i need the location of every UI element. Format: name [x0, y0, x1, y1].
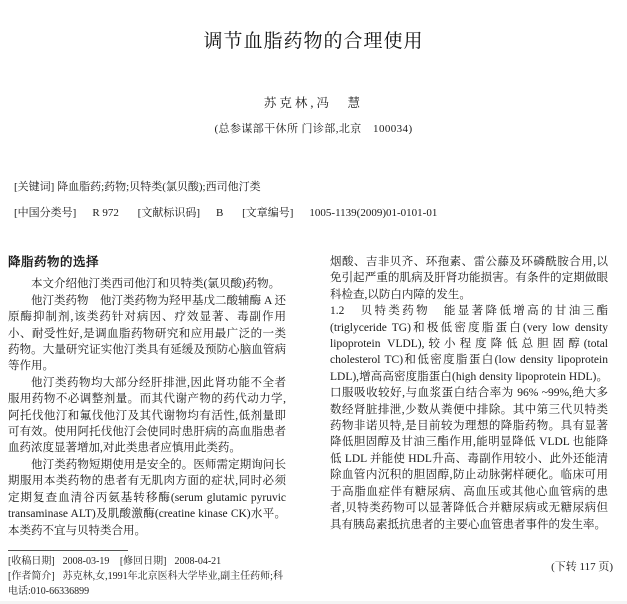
- body-columns: [0, 254, 627, 554]
- article-no-value: 1005-1139(2009)01-0101-01: [309, 207, 438, 219]
- keywords-label: [关键词]: [14, 181, 55, 193]
- received-label: [收稿日期]: [8, 556, 55, 567]
- paragraph: 他汀类药物短期使用是安全的。医师需定期询问长期服用本类药物的患者有无肌肉方面的症状,同时必须定期复查血清谷丙氨基转移酶(serum glutamic pyruvic transaminase ALT)及肌酸激酶(creatine kinase CK)水平。本类药不宜与贝特类合用。: [8, 458, 286, 537]
- author-list: 苏克林,冯 慧: [263, 96, 364, 110]
- classification-line: [14, 202, 627, 224]
- continuation-note: (下转 117 页): [551, 561, 613, 573]
- contact-partial: 电话:010-66336899: [8, 586, 90, 597]
- article-no-label: [文章编号]: [242, 207, 294, 219]
- doc-id-value: B: [216, 207, 224, 219]
- paragraph: 烟酸、吉非贝齐、环孢素、雷公藤及环磷酰胺合用,以免引起严重的肌病及肝肾功能损害。有条件的定期做眼科检查,以防白内障的发生。: [330, 256, 608, 301]
- revised-label: [修回日期]: [119, 556, 167, 567]
- keywords-value: 降血脂药;药物;贝特类(氯贝酸);西司他汀类: [57, 181, 261, 193]
- paragraph: 他汀类药物均大部分经肝排泄,因此肾功能不全者服用药物不必调整剂量。而其代谢产物的药代动力学,阿托伐他汀和氟伐他汀及其代谢物均有活性,低剂量即可有效。使用阿托伐他汀会使同时患肝病的高血脂患者血药浓度显著增加,对此类患者应慎用此类药。: [8, 376, 286, 455]
- left-column: [8, 254, 286, 539]
- metadata-block: [0, 176, 627, 224]
- footer-dates-row: [8, 554, 308, 569]
- keywords-line: [14, 176, 627, 198]
- clc-value: R 972: [92, 207, 119, 219]
- footer-divider: [8, 550, 128, 551]
- page-title: 调节血脂药物的合理使用: [203, 31, 424, 52]
- section-heading: 降脂药物的选择: [8, 255, 100, 269]
- author-note-value: 苏克林,女,1991年北京医科大学毕业,副主任药师;科: [62, 571, 283, 582]
- clc-label: [中国分类号]: [14, 207, 77, 219]
- paragraph: 他汀类药物 他汀类药物为羟甲基戊二酸辅酶 A 还原酶抑制剂,该类药针对病因、疗效显著、毒副作用小、耐受性好,是调血脂药物研究和应用最广泛的一类药物。大量研究证实他汀类具有延缓及预防心脑血管病等作用。: [8, 294, 286, 373]
- affiliation: (总参谋部干休所 门诊部,北京 100034): [214, 123, 413, 135]
- right-column: [330, 254, 608, 533]
- footer-notes: [8, 550, 308, 600]
- paragraph: 1.2 贝特类药物 能显著降低增高的甘油三酯(triglyceride TG)和极低密度脂蛋白(very low density lipoprotein VLDL),较小程度降低总胆固醇(total cholesterol TC)和低密度脂蛋白(low density lipoprotein LDL),增高高密度脂蛋白(high density lipoprotein HDL)。口服吸收较好,与血浆蛋白结合率为 96% ~99%,绝大多数经肾脏排泄,少数从粪便中排除。其中第三代贝特类药物非诺贝特,是目前较为理想的降脂药物。具有显著降低胆固醇及甘油三酯作用,能明显降低 VLDL 也能降低 LDL 并能使 HDL升高、毒副作用较小、此外还能清除血管内沉积的胆固醇,防止动脉粥样硬化。临床可用于高脂血症伴有糖尿病、高血压或其他心血管病的患者,贝特类药物可以显著降低合并糖尿病或无糖尿病但具有胰岛素抵抗患者的主要心血管患者事件的发生率。: [330, 305, 608, 531]
- doc-id-label: [文献标识码]: [137, 207, 200, 219]
- received-value: 2008-03-19: [62, 556, 110, 567]
- footer-contact-row: [8, 584, 308, 600]
- author-note-label: [作者简介]: [8, 571, 55, 582]
- revised-value: 2008-04-21: [174, 556, 222, 567]
- paragraph: 本文介绍他汀类西司他汀和贝特类(氯贝酸)药物。: [31, 278, 281, 291]
- footer-author-row: [8, 569, 308, 584]
- paper-page: [0, 26, 627, 604]
